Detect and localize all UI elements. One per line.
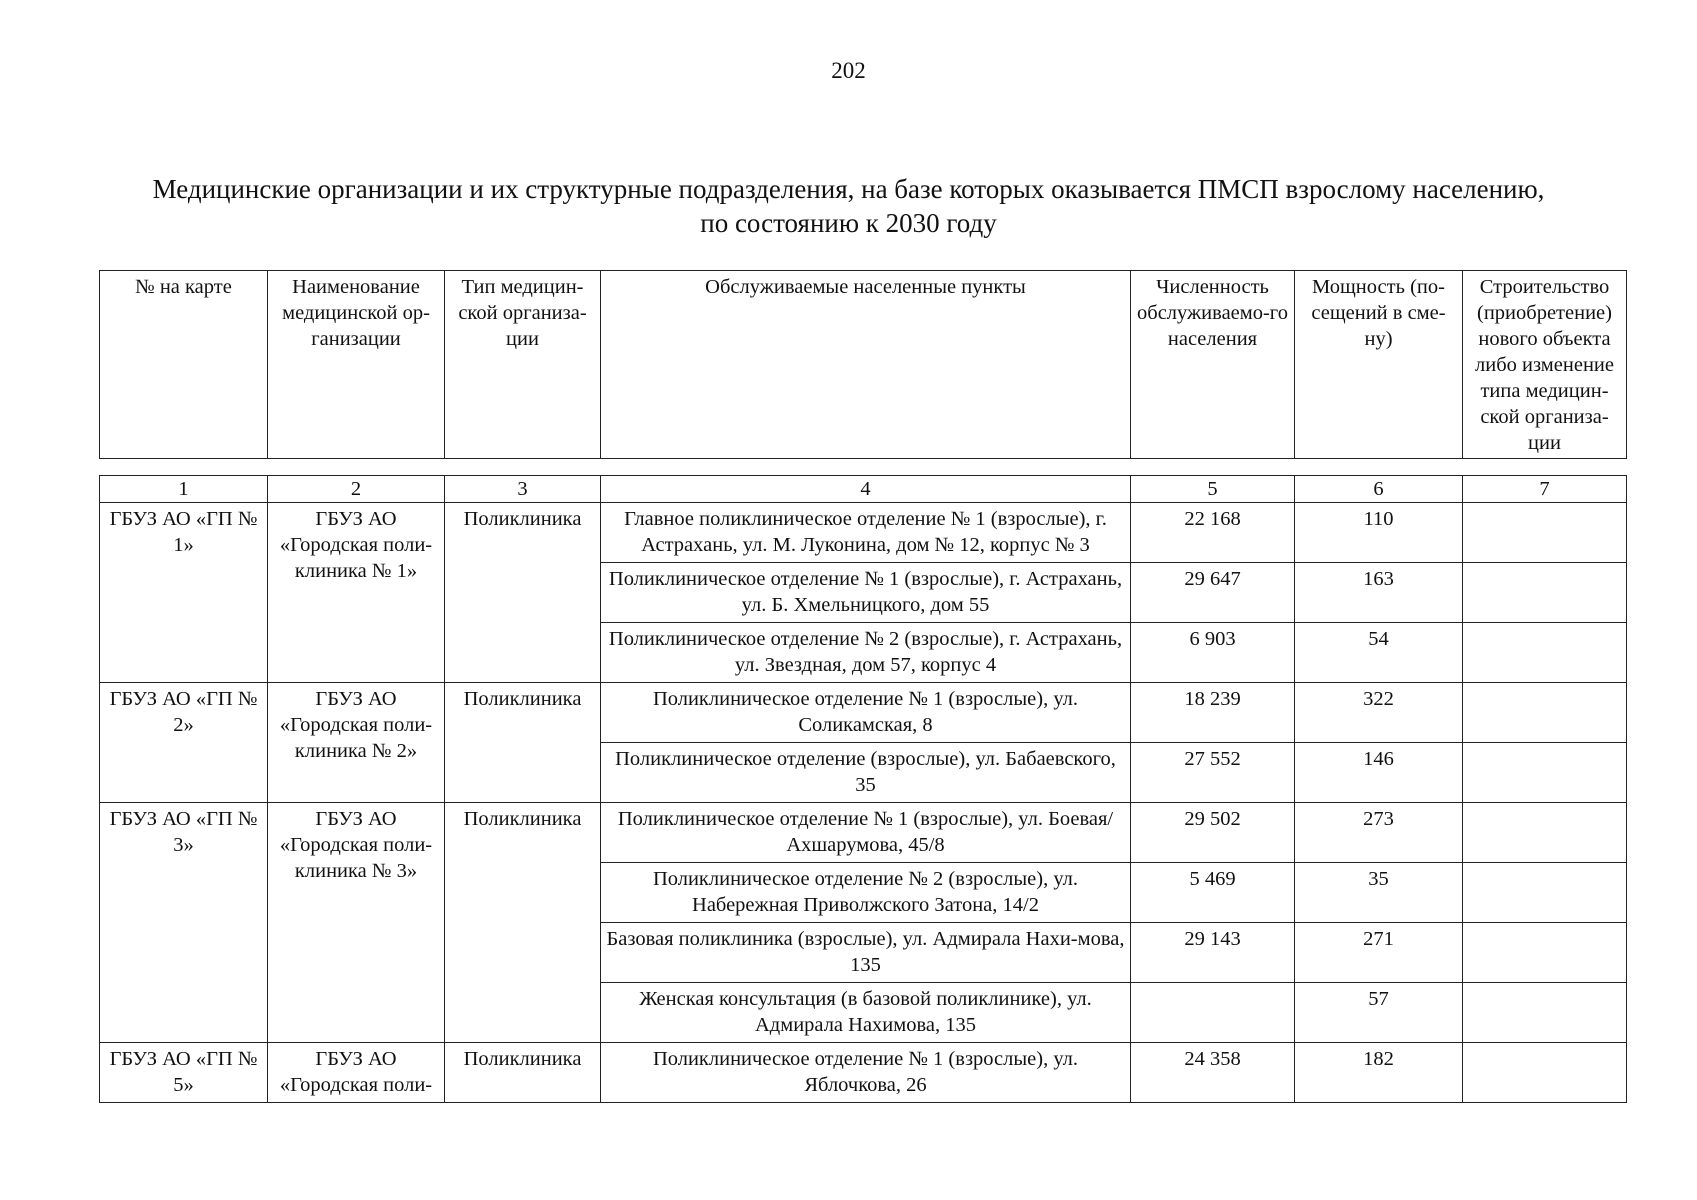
column-number: 3: [445, 476, 601, 503]
header-org-type: Тип медицин-ской организа-ции: [445, 271, 601, 459]
org-name-cell: ГБУЗ АО «Городская поли-клиника № 1»: [268, 503, 445, 683]
map-number-cell: ГБУЗ АО «ГП № 2»: [100, 683, 268, 803]
column-number-row: [100, 476, 1627, 503]
header-map-no: № на карте: [100, 271, 268, 459]
place-cell: Поликлиническое отделение № 1 (взрослые), ул. Соликамская, 8: [601, 683, 1131, 743]
population-cell: 27 552: [1131, 743, 1295, 803]
table-row: [100, 1043, 1627, 1103]
data-table: [99, 475, 1627, 1103]
map-number-cell: ГБУЗ АО «ГП № 5»: [100, 1043, 268, 1103]
construction-cell: [1463, 743, 1627, 803]
construction-cell: [1463, 863, 1627, 923]
capacity-cell: 35: [1295, 863, 1463, 923]
place-cell: Поликлиническое отделение № 1 (взрослые), г. Астрахань, ул. Б. Хмельницкого, дом 55: [601, 563, 1131, 623]
title-line-1: Медицинские организации и их структурные подразделения, на базе которых оказывается ПМСП взрослому населению,: [152, 174, 1545, 204]
construction-cell: [1463, 503, 1627, 563]
capacity-cell: 146: [1295, 743, 1463, 803]
population-cell: 22 168: [1131, 503, 1295, 563]
population-cell: 18 239: [1131, 683, 1295, 743]
construction-cell: [1463, 1043, 1627, 1103]
capacity-cell: 110: [1295, 503, 1463, 563]
capacity-cell: 273: [1295, 803, 1463, 863]
header-population: Численность обслуживаемо-го населения: [1131, 271, 1295, 459]
org-type-cell: Поликлиника: [445, 1043, 601, 1103]
capacity-cell: 271: [1295, 923, 1463, 983]
population-cell: 6 903: [1131, 623, 1295, 683]
table-header: [99, 270, 1627, 459]
construction-cell: [1463, 683, 1627, 743]
column-number: 7: [1463, 476, 1627, 503]
capacity-cell: 182: [1295, 1043, 1463, 1103]
column-number: 1: [100, 476, 268, 503]
capacity-cell: 57: [1295, 983, 1463, 1043]
column-number: 6: [1295, 476, 1463, 503]
construction-cell: [1463, 563, 1627, 623]
table-row: [100, 683, 1627, 743]
map-number-cell: ГБУЗ АО «ГП № 1»: [100, 503, 268, 683]
place-cell: Поликлиническое отделение № 2 (взрослые), г. Астрахань, ул. Звездная, дом 57, корпус 4: [601, 623, 1131, 683]
header-org-name: Наименование медицинской ор-ганизации: [268, 271, 445, 459]
place-cell: Поликлиническое отделение № 1 (взрослые), ул. Яблочкова, 26: [601, 1043, 1131, 1103]
org-type-cell: Поликлиника: [445, 803, 601, 1043]
column-number: 2: [268, 476, 445, 503]
column-number: 5: [1131, 476, 1295, 503]
table-row: [100, 503, 1627, 563]
org-name-cell: ГБУЗ АО «Городская поли-: [268, 1043, 445, 1103]
place-cell: Женская консультация (в базовой поликлинике), ул. Адмирала Нахимова, 135: [601, 983, 1131, 1043]
place-cell: Главное поликлиническое отделение № 1 (взрослые), г. Астрахань, ул. М. Луконина, дом № 12, корпус № 3: [601, 503, 1131, 563]
table-row: [100, 803, 1627, 863]
document-title: [60, 172, 1637, 240]
header-row: [100, 271, 1627, 459]
construction-cell: [1463, 803, 1627, 863]
map-number-cell: ГБУЗ АО «ГП № 3»: [100, 803, 268, 1043]
capacity-cell: 163: [1295, 563, 1463, 623]
population-cell: 29 143: [1131, 923, 1295, 983]
population-cell: [1131, 983, 1295, 1043]
capacity-cell: 54: [1295, 623, 1463, 683]
org-name-cell: ГБУЗ АО «Городская поли-клиника № 3»: [268, 803, 445, 1043]
place-cell: Поликлиническое отделение № 1 (взрослые), ул. Боевая/Ахшарумова, 45/8: [601, 803, 1131, 863]
header-construction: Строительство (приобретение) нового объекта либо изменение типа медицин-ской организа-ции: [1463, 271, 1627, 459]
org-type-cell: Поликлиника: [445, 683, 601, 803]
population-cell: 29 502: [1131, 803, 1295, 863]
place-cell: Базовая поликлиника (взрослые), ул. Адмирала Нахи-мова, 135: [601, 923, 1131, 983]
title-line-2: по состоянию к 2030 году: [700, 208, 997, 238]
org-type-cell: Поликлиника: [445, 503, 601, 683]
header-places: Обслуживаемые населенные пункты: [601, 271, 1131, 459]
population-cell: 24 358: [1131, 1043, 1295, 1103]
capacity-cell: 322: [1295, 683, 1463, 743]
header-capacity: Мощность (по-сещений в сме-ну): [1295, 271, 1463, 459]
construction-cell: [1463, 923, 1627, 983]
population-cell: 29 647: [1131, 563, 1295, 623]
population-cell: 5 469: [1131, 863, 1295, 923]
construction-cell: [1463, 623, 1627, 683]
place-cell: Поликлиническое отделение (взрослые), ул. Бабаевского, 35: [601, 743, 1131, 803]
place-cell: Поликлиническое отделение № 2 (взрослые), ул. Набережная Приволжского Затона, 14/2: [601, 863, 1131, 923]
column-number: 4: [601, 476, 1131, 503]
page-number: 202: [831, 58, 866, 83]
org-name-cell: ГБУЗ АО «Городская поли-клиника № 2»: [268, 683, 445, 803]
construction-cell: [1463, 983, 1627, 1043]
